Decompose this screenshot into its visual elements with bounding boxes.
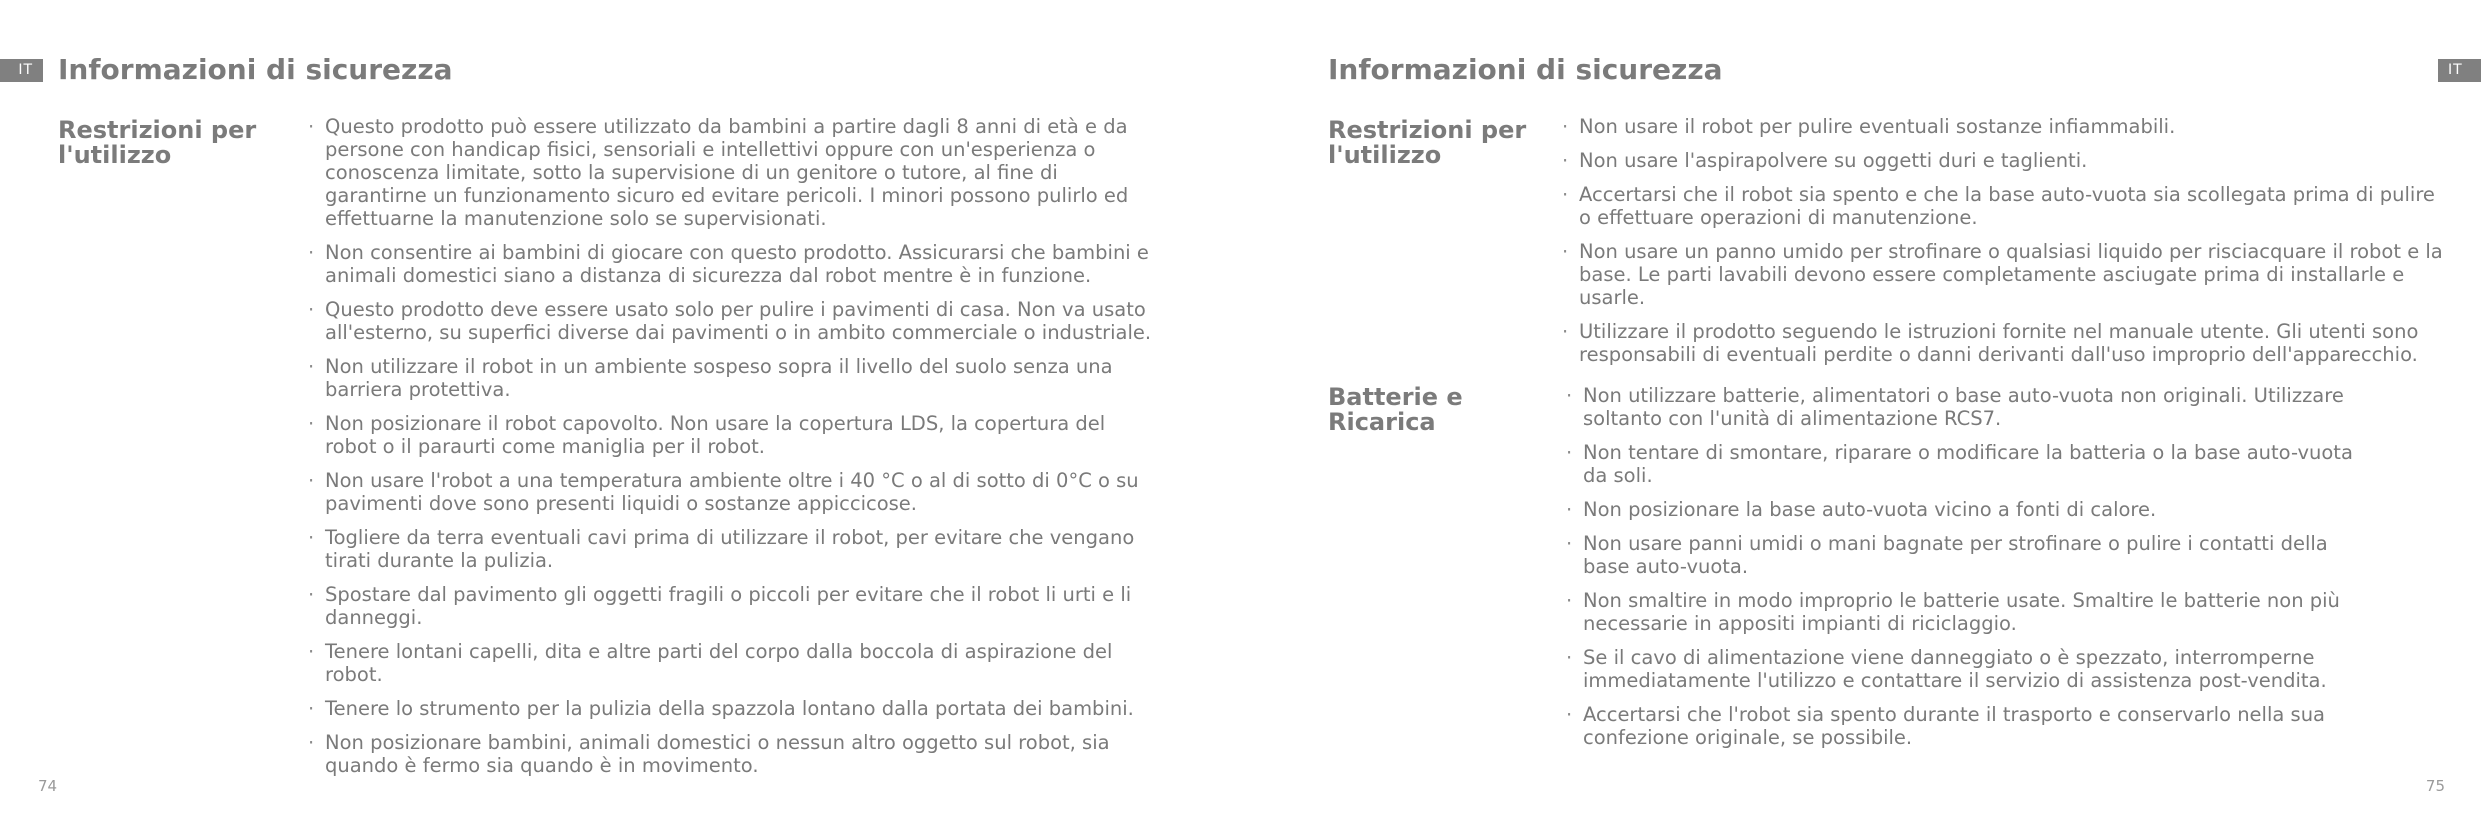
language-tab-label: IT: [18, 62, 33, 78]
list-item: · Non tentare di smontare, riparare o modificare la batteria o la base auto-vuota da soli.: [1566, 441, 2366, 487]
list-item: · Non consentire ai bambini di giocare con questo prodotto. Assicurarsi che bambini e animali domestici siano a distanza di sicurezza dal robot mentre è in funzione.: [308, 241, 1160, 287]
language-tab: [0, 59, 43, 82]
list-item: · Non usare un panno umido per strofinare o qualsiasi liquido per risciacquare il robot e la base. Le parti lavabili devono essere completamente asciugate prima di installarle e usarle.: [1562, 240, 2452, 309]
left-page: [0, 0, 1240, 827]
list-item: · Tenere lontani capelli, dita e altre parti del corpo dalla boccola di aspirazione del robot.: [308, 640, 1160, 686]
list-item: · Togliere da terra eventuali cavi prima di utilizzare il robot, per evitare che vengano tirati durante la pulizia.: [308, 526, 1160, 572]
list-item: · Non utilizzare batterie, alimentatori o base auto-vuota non originali. Utilizzare soltanto con l'unità di alimentazione RCS7.: [1566, 384, 2366, 430]
list-item: · Se il cavo di alimentazione viene danneggiato o è spezzato, interromperne immediatamente l'utilizzo e contattare il servizio di assistenza post-vendita.: [1566, 646, 2366, 692]
list-item: · Utilizzare il prodotto seguendo le istruzioni fornite nel manuale utente. Gli utenti sono responsabili di eventuali perdite o danni derivanti dall'uso improprio dell'apparecchio.: [1562, 320, 2452, 366]
section-heading-restrictions: Restrizioni per l'utilizzo: [1328, 116, 1527, 169]
list-item: · Non posizionare bambini, animali domestici o nessun altro oggetto sul robot, sia quando è fermo sia quando è in movimento.: [308, 731, 1160, 777]
page-title: Informazioni di sicurezza: [1328, 53, 1723, 86]
section-heading-restrictions: Restrizioni per l'utilizzo: [58, 116, 257, 169]
list-item: · Non posizionare il robot capovolto. Non usare la copertura LDS, la copertura del robot o il paraurti come maniglia per il robot.: [308, 412, 1160, 458]
list-item: · Questo prodotto può essere utilizzato da bambini a partire dagli 8 anni di età e da persone con handicap fisici, sensoriali e intellettivi oppure con un'esperienza o conoscenza limitate, sotto la supervisione di un genitore o tutore, al fine di garantirne un funzionamento sicuro ed evitare pericoli. I minori possono pulirlo ed effettuarne la manutenzione solo se supervisionati.: [308, 115, 1160, 230]
section-heading-batteries: Batterie e Ricarica: [1328, 383, 1463, 436]
list-item: · Questo prodotto deve essere usato solo per pulire i pavimenti di casa. Non va usato all'esterno, su superfici diverse dai pavimenti o in ambito commerciale o industriale.: [308, 298, 1160, 344]
page-title: Informazioni di sicurezza: [58, 53, 453, 86]
list-item: · Non smaltire in modo improprio le batterie usate. Smaltire le batterie non più necessarie in appositi impianti di riciclaggio.: [1566, 589, 2366, 635]
language-tab-label: IT: [2448, 62, 2463, 78]
page-number: 74: [38, 777, 58, 795]
list-item: · Accertarsi che il robot sia spento e che la base auto-vuota sia scollegata prima di pulire o effettuare operazioni di manutenzione.: [1562, 183, 2452, 229]
list-item: · Non usare l'aspirapolvere su oggetti duri e taglienti.: [1562, 149, 2452, 172]
restrictions-list: [308, 115, 1160, 788]
list-item: · Non utilizzare il robot in un ambiente sospeso sopra il livello del suolo senza una barriera protettiva.: [308, 355, 1160, 401]
batteries-list: [1566, 384, 2366, 760]
restrictions-list: [1562, 115, 2452, 377]
right-page: [1240, 0, 2481, 827]
list-item: · Non posizionare la base auto-vuota vicino a fonti di calore.: [1566, 498, 2366, 521]
list-item: · Non usare panni umidi o mani bagnate per strofinare o pulire i contatti della base auto-vuota.: [1566, 532, 2366, 578]
language-tab: [2438, 59, 2481, 82]
page-number: 75: [2425, 777, 2445, 795]
list-item: · Tenere lo strumento per la pulizia della spazzola lontano dalla portata dei bambini.: [308, 697, 1160, 720]
list-item: · Accertarsi che l'robot sia spento durante il trasporto e conservarlo nella sua confezione originale, se possibile.: [1566, 703, 2366, 749]
list-item: · Non usare l'robot a una temperatura ambiente oltre i 40 °C o al di sotto di 0°C o su pavimenti dove sono presenti liquidi o sostanze appiccicose.: [308, 469, 1160, 515]
list-item: · Non usare il robot per pulire eventuali sostanze infiammabili.: [1562, 115, 2452, 138]
list-item: · Spostare dal pavimento gli oggetti fragili o piccoli per evitare che il robot li urti e li danneggi.: [308, 583, 1160, 629]
